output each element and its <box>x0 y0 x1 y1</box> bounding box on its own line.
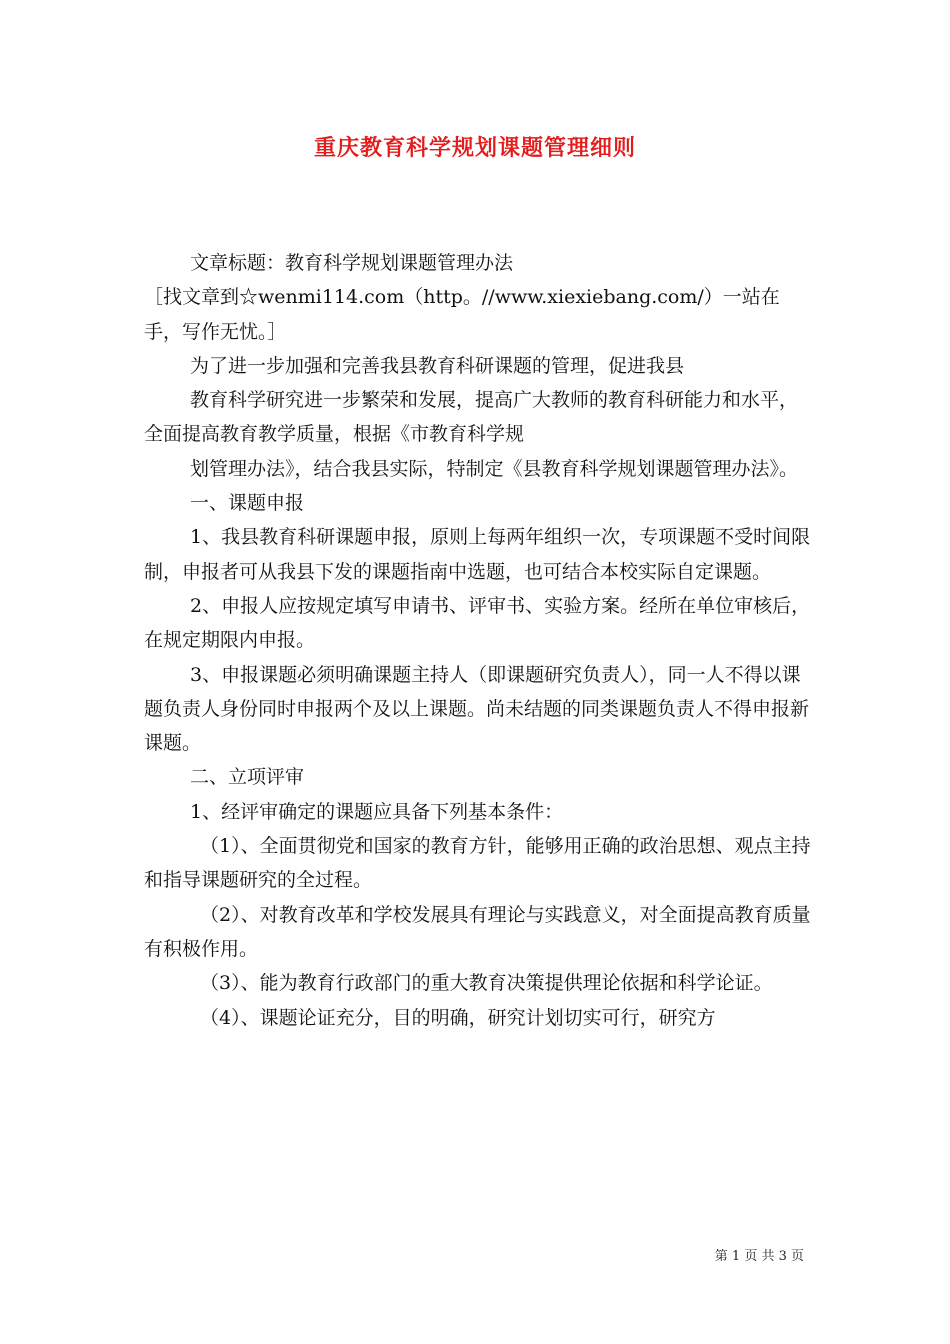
paragraph-intro-3: 划管理办法》，结合我县实际，特制定《县教育科学规划课题管理办法》。 <box>190 457 799 480</box>
paragraph-intro-1: 为了进一步加强和完善我县教育科研课题的管理，促进我县 <box>190 354 685 377</box>
page-title: 重庆教育科学规划课题管理细则 <box>313 135 636 161</box>
paragraph-s2-cond-2: （2）、对教育改革和学校发展具有理论与实践意义，对全面提高教育质量有积极作用。 <box>144 903 811 960</box>
paragraph-s2-item-1: 1、经评审确定的课题应具备下列基本条件： <box>190 800 564 823</box>
paragraph-s1-item-2: 2、申报人应按规定填写申请书、评审书、实验方案。经所在单位审核后，在规定期限内申报。 <box>144 594 811 652</box>
paragraph-source-note: ［找文章到☆wenmi114.com（http。//www.xiexiebang.com/）一站在手，写作无忧。］ <box>144 286 780 343</box>
paragraph-s2-cond-3: （3）、能为教育行政部门的重大教育决策提供理论依据和科学论证。 <box>200 972 773 995</box>
paragraph-s2-cond-1: （1）、全面贯彻党和国家的教育方针，能够用正确的政治思想、观点主持和指导课题研究的全过程。 <box>144 835 811 892</box>
paragraph-article-title: 文章标题：教育科学规划课题管理办法 <box>190 252 514 274</box>
paragraph-s1-item-3: 3、申报课题必须明确课题主持人（即课题研究负责人），同一人不得以课题负责人身份同时申报两个及以上课题。尚未结题的同类课题负责人不得申报新课题。 <box>144 663 810 755</box>
paragraph-s2-cond-4: （4）、课题论证充分，目的明确，研究计划切实可行，研究方 <box>200 1006 716 1029</box>
section-heading-1: 一、课题申报 <box>190 492 305 515</box>
paragraph-intro-2: 教育科学研究进一步繁荣和发展，提高广大教师的教育科研能力和水平，全面提高教育教学质量，根据《市教育科学规 <box>144 389 799 446</box>
paragraph-s1-item-1: 1、我县教育科研课题申报，原则上每两年组织一次，专项课题不受时间限制，申报者可从我县下发的课题指南中选题，也可结合本校实际自定课题。 <box>144 526 811 583</box>
section-heading-2: 二、立项评审 <box>190 766 305 789</box>
document-body <box>144 246 814 1035</box>
page-number: 第 1 页 共 3 页 <box>714 1249 804 1264</box>
